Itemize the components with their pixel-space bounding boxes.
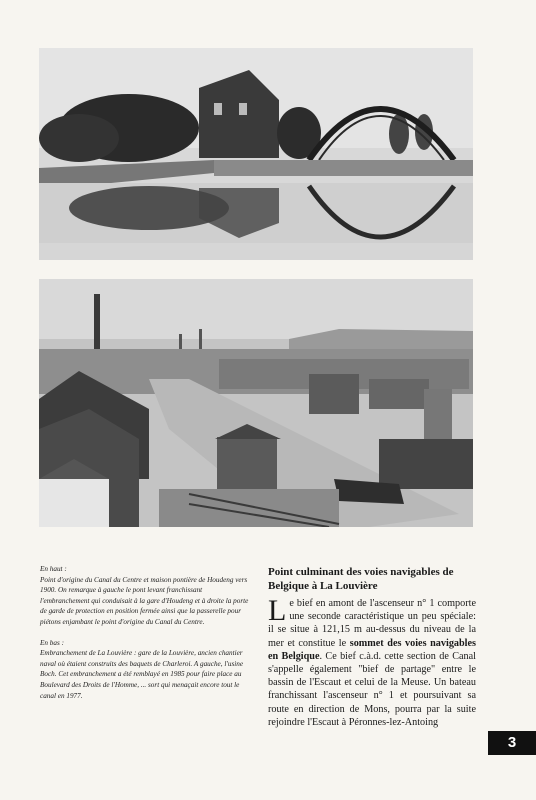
article-body [268,594,476,729]
caption-bottom-text: Embranchement de La Louvière : gare de la Louvière, ancien chantier naval où étaient construits des baquets de Charleroi. A gauche, l'usine Boch. Cet embranchement a été remblayé en 1985 pour faire place au Boulevard des Droits de l'Homme, ... sort qui menaçait encore tout le canal en 1977. [40,649,244,700]
caption-bottom-heading: En bas : [40,638,64,647]
caption-bottom [40,638,250,702]
article-dropcap: L [268,594,287,627]
photo-la-louviere-branch [39,279,473,527]
caption-top [40,564,250,628]
article-body-part1: e bief en amont de l'ascenseur n° 1 comporte une seconde caractéristique un peu spéciale: il se situe à 121,15 m au-dessus du niveau de la mer et constitue le [268,598,476,649]
article [268,566,476,729]
caption-top-text: Point d'origine du Canal du Centre et maison pontière de Houdeng vers 1900. On remarque à gauche le pont levant franchissant l'embranchement qui conduisait à la gare d'Houdeng et à droite la porte de garde de protection en position fermée ainsi que la passerelle pour piétons enjambant le point d'origine du Canal du Centre. [40,575,249,626]
photo-canal-origin-houdeng [39,48,473,260]
photo-captions [40,564,250,711]
article-body-bold: sommet des voies navigables en Belgique [268,637,476,662]
photo-canal-origin-image [39,48,473,260]
article-body-part2: . Ce bief c.à.d. cette section de Canal s'appelle également "bief de partage" entre le bassin de l'Escaut et celui de la Meuse. Un bateau franchissant l'ascenseur n° 1 et poursuivant sa route en direction de Mons, pourra par la suite rejoindre l'Escaut à Péronnes-lez-Antoing [268,650,476,728]
page-number: 3 [488,731,536,755]
article-title: Point culminant des voies navigables de Belgique à La Louvière [268,566,454,592]
caption-top-heading: En haut : [40,565,67,573]
photo-la-louviere-image [39,279,473,527]
